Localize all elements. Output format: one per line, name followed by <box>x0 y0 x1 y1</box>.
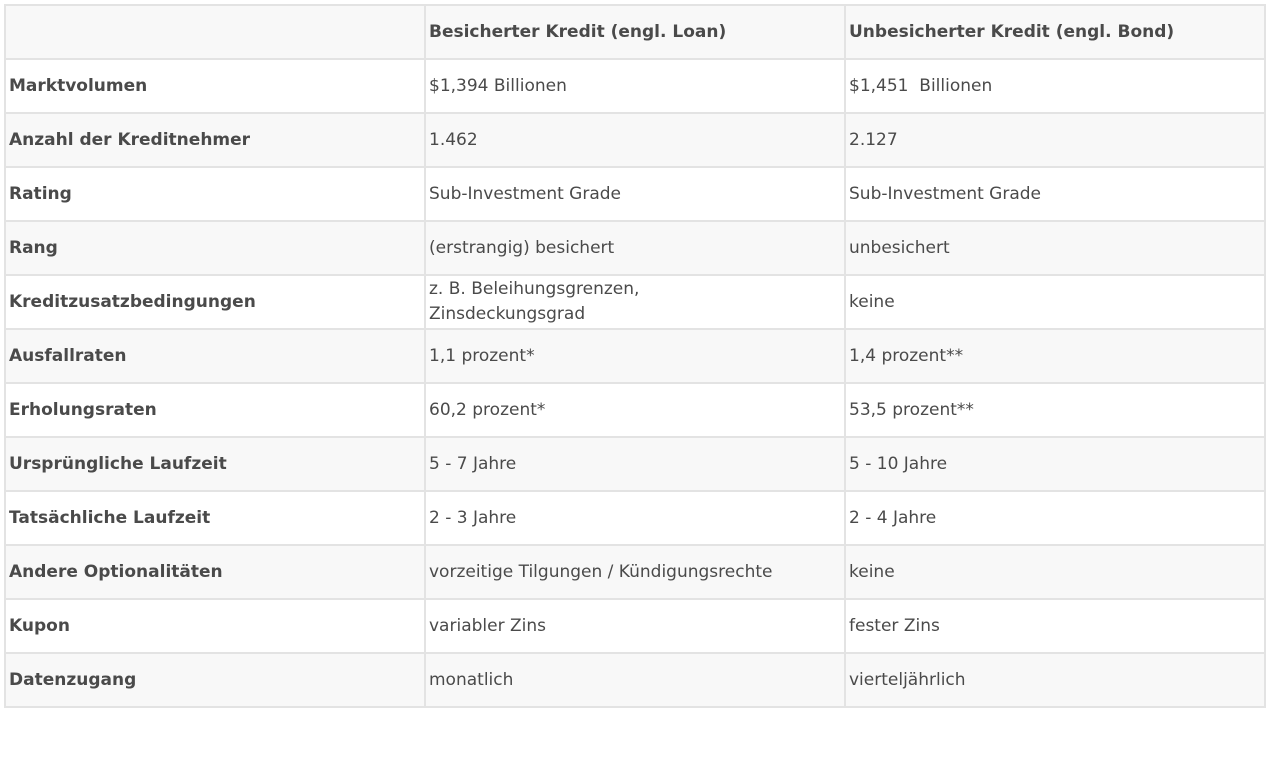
row-label: Kreditzusatzbedingungen <box>5 275 425 329</box>
loan-value: vorzeitige Tilgungen / Kündigungsrechte <box>425 545 845 599</box>
table-row <box>5 221 1265 275</box>
loan-value: Sub-Investment Grade <box>425 167 845 221</box>
bond-value: 5 - 10 Jahre <box>845 437 1265 491</box>
table-row <box>5 329 1265 383</box>
row-label: Kupon <box>5 599 425 653</box>
bond-value: fester Zins <box>845 599 1265 653</box>
table-row <box>5 275 1265 329</box>
header-empty-cell <box>5 5 425 59</box>
table-row <box>5 545 1265 599</box>
loan-value: z. B. Beleihungsgrenzen, Zinsdeckungsgrad <box>425 275 845 329</box>
bond-value: unbesichert <box>845 221 1265 275</box>
loan-value: (erstrangig) besichert <box>425 221 845 275</box>
row-label: Erholungsraten <box>5 383 425 437</box>
row-label: Datenzugang <box>5 653 425 707</box>
loan-value: 1,1 prozent* <box>425 329 845 383</box>
loan-value: variabler Zins <box>425 599 845 653</box>
row-label: Tatsächliche Laufzeit <box>5 491 425 545</box>
bond-value: keine <box>845 545 1265 599</box>
row-label: Anzahl der Kreditnehmer <box>5 113 425 167</box>
loan-value: 2 - 3 Jahre <box>425 491 845 545</box>
loan-value: 5 - 7 Jahre <box>425 437 845 491</box>
table-row <box>5 167 1265 221</box>
row-label: Ausfallraten <box>5 329 425 383</box>
bond-value: vierteljährlich <box>845 653 1265 707</box>
table-row <box>5 383 1265 437</box>
row-label: Rating <box>5 167 425 221</box>
header-loan: Besicherter Kredit (engl. Loan) <box>425 5 845 59</box>
bond-value: Sub-Investment Grade <box>845 167 1265 221</box>
bond-value: 2.127 <box>845 113 1265 167</box>
loan-value: $1,394 Billionen <box>425 59 845 113</box>
bond-value: 53,5 prozent** <box>845 383 1265 437</box>
bond-value: $1,451 Billionen <box>845 59 1265 113</box>
comparison-table-wrapper <box>4 4 1266 708</box>
bond-value: 2 - 4 Jahre <box>845 491 1265 545</box>
comparison-table <box>4 4 1266 708</box>
table-row <box>5 113 1265 167</box>
table-row <box>5 59 1265 113</box>
row-label: Rang <box>5 221 425 275</box>
table-row <box>5 491 1265 545</box>
header-bond: Unbesicherter Kredit (engl. Bond) <box>845 5 1265 59</box>
table-row <box>5 653 1265 707</box>
loan-value: monatlich <box>425 653 845 707</box>
loan-value: 60,2 prozent* <box>425 383 845 437</box>
row-label: Marktvolumen <box>5 59 425 113</box>
table-row <box>5 599 1265 653</box>
bond-value: 1,4 prozent** <box>845 329 1265 383</box>
table-row <box>5 437 1265 491</box>
loan-value: 1.462 <box>425 113 845 167</box>
row-label: Andere Optionalitäten <box>5 545 425 599</box>
row-label: Ursprüngliche Laufzeit <box>5 437 425 491</box>
table-header-row <box>5 5 1265 59</box>
bond-value: keine <box>845 275 1265 329</box>
